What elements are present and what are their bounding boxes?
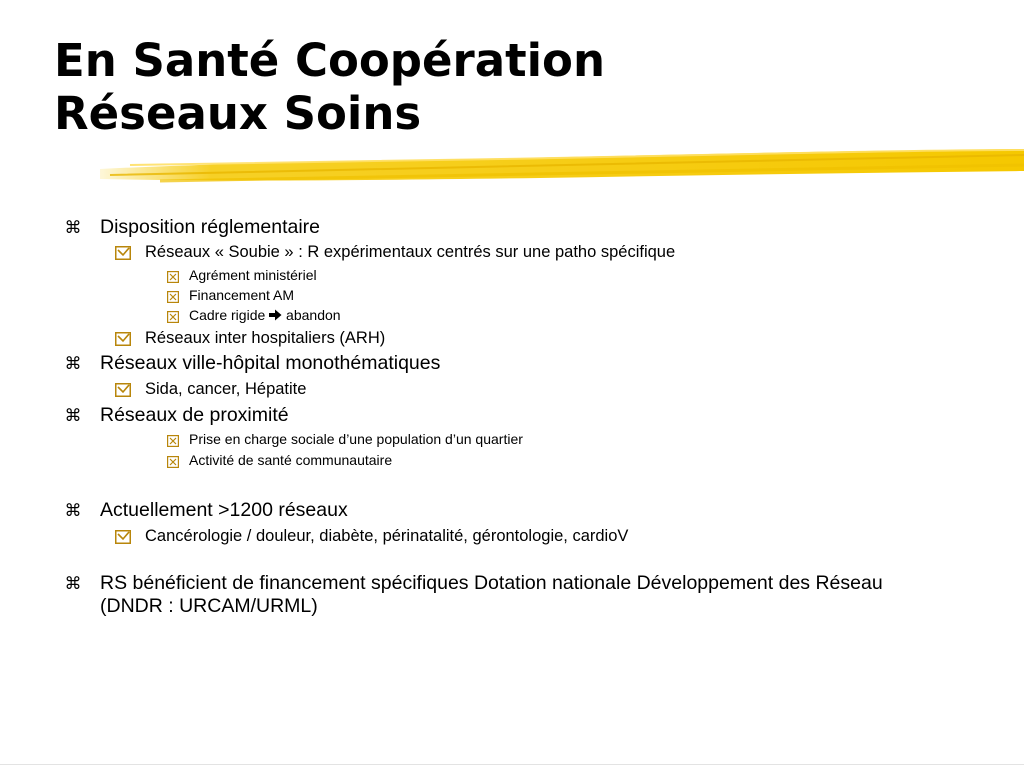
slide: En Santé Coopération Réseaux Soins ⌘ Disposition réglementaire Réseaux « Soubie » : R expérimentaux centrés sur une patho spécifique Agrément ministériel Financement AM Cadre rigide abandon Réseaux inter hospitaliers (ARH) ⌘ Réseaux ville-hôpital monothématiques Sida, cancer, Hépatite ⌘ Réseaux de proximité Prise en charge sociale d’une population d’un quartier Activité de santé communautaire ⌘ Actuellement >1200 réseaux Cancérologie / douleur, diabète, périnatalité, gérontologie, cardioV ⌘ RS bénéficient de financement spécifiques Dotation nationale Développement des Réseau (DNDR : URCAM/URML) (0, 0, 1024, 768)
arrow-right-icon (269, 307, 282, 325)
checkbox-x-icon (166, 433, 180, 451)
command-key-icon: ⌘ (64, 574, 82, 593)
command-key-icon: ⌘ (64, 406, 82, 425)
checkbox-x-icon (166, 289, 180, 307)
checkbox-x-icon (166, 309, 180, 327)
checkbox-checked-icon (114, 529, 132, 549)
footer-divider (0, 764, 1024, 765)
command-key-icon: ⌘ (64, 354, 82, 373)
slide-title (54, 34, 605, 140)
title-line-2: Réseaux Soins (54, 87, 422, 140)
checkbox-x-icon (166, 269, 180, 287)
title-line-1: En Santé Coopération (54, 34, 605, 87)
cadre-rigide-text: Cadre rigide (189, 307, 266, 323)
command-key-icon: ⌘ (64, 218, 82, 237)
abandon-text: abandon (286, 307, 341, 323)
title-underline-brush (100, 145, 1024, 187)
command-key-icon: ⌘ (64, 501, 82, 520)
checkbox-checked-icon (114, 382, 132, 402)
checkbox-checked-icon (114, 245, 132, 265)
checkbox-checked-icon (114, 331, 132, 351)
checkbox-x-icon (166, 454, 180, 472)
